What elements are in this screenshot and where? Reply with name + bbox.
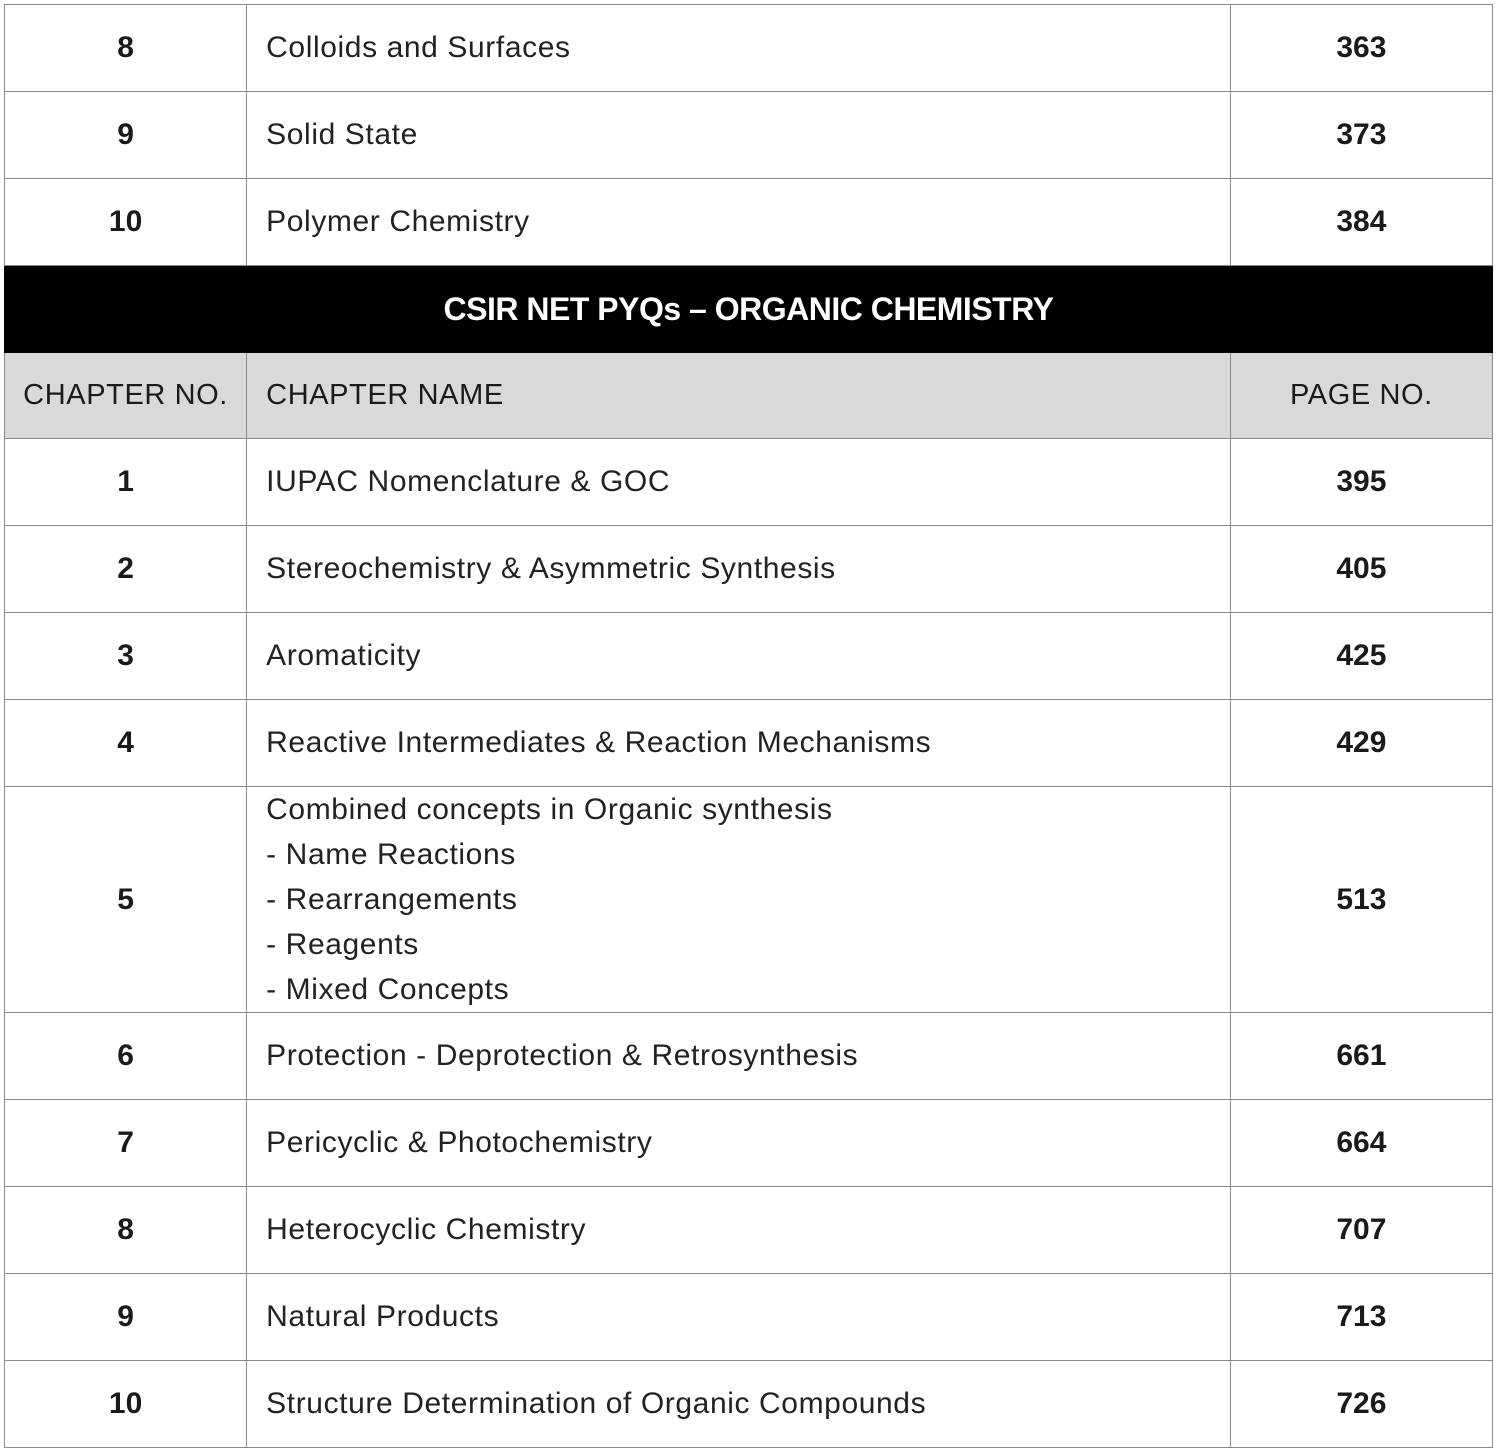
table-row [5, 1274, 1493, 1361]
page-number: 513 [1230, 787, 1492, 1013]
chapter-subtopic: - Name Reactions [266, 838, 516, 871]
page-number: 707 [1230, 1187, 1492, 1274]
page-number: 429 [1230, 700, 1492, 787]
chapter-number: 5 [5, 787, 247, 1013]
table-row [5, 1100, 1493, 1187]
page-number: 726 [1230, 1361, 1492, 1448]
page-number: 363 [1230, 5, 1492, 92]
chapter-subtopic: - Rearrangements [266, 883, 518, 916]
table-header-row [5, 353, 1493, 439]
header-chapter-name: CHAPTER NAME [247, 353, 1231, 439]
table-row [5, 5, 1493, 92]
chapter-number: 1 [5, 439, 247, 526]
table-row [5, 700, 1493, 787]
chapter-number: 9 [5, 92, 247, 179]
page-number: 713 [1230, 1274, 1492, 1361]
table-row [5, 1187, 1493, 1274]
chapter-number: 4 [5, 700, 247, 787]
table-row [5, 1013, 1493, 1100]
chapter-subtopic: - Mixed Concepts [266, 973, 510, 1006]
chapter-number: 3 [5, 613, 247, 700]
section-title: CSIR NET PYQs – ORGANIC CHEMISTRY [5, 266, 1493, 353]
chapter-name: Heterocyclic Chemistry [247, 1187, 1231, 1274]
page-number: 664 [1230, 1100, 1492, 1187]
chapter-name: Colloids and Surfaces [247, 5, 1231, 92]
chapter-name-line: Combined concepts in Organic synthesis [266, 793, 833, 826]
table-row [5, 526, 1493, 613]
chapter-number: 9 [5, 1274, 247, 1361]
table-row [5, 1361, 1493, 1448]
table-row [5, 179, 1493, 266]
chapter-number: 8 [5, 1187, 247, 1274]
section-banner-row [5, 266, 1493, 353]
table-of-contents [4, 4, 1493, 1448]
chapter-name: Structure Determination of Organic Compounds [247, 1361, 1231, 1448]
page-number: 425 [1230, 613, 1492, 700]
chapter-name: Reactive Intermediates & Reaction Mechanisms [247, 700, 1231, 787]
header-page-no: PAGE NO. [1230, 353, 1492, 439]
chapter-subtopic: - Reagents [266, 928, 419, 961]
chapter-number: 10 [5, 179, 247, 266]
chapter-name: IUPAC Nomenclature & GOC [247, 439, 1231, 526]
chapter-name: Aromaticity [247, 613, 1231, 700]
chapter-name: Protection - Deprotection & Retrosynthesis [247, 1013, 1231, 1100]
chapter-name: Natural Products [247, 1274, 1231, 1361]
chapter-number: 2 [5, 526, 247, 613]
chapter-name: Stereochemistry & Asymmetric Synthesis [247, 526, 1231, 613]
table-row [5, 787, 1493, 1013]
page-number: 373 [1230, 92, 1492, 179]
chapter-name: Solid State [247, 92, 1231, 179]
chapter-number: 7 [5, 1100, 247, 1187]
table-row [5, 613, 1493, 700]
chapter-number: 10 [5, 1361, 247, 1448]
page-number: 405 [1230, 526, 1492, 613]
header-chapter-no: CHAPTER NO. [5, 353, 247, 439]
chapter-name: Polymer Chemistry [247, 179, 1231, 266]
page-number: 384 [1230, 179, 1492, 266]
page-number: 395 [1230, 439, 1492, 526]
table-row [5, 92, 1493, 179]
table-row [5, 439, 1493, 526]
page-number: 661 [1230, 1013, 1492, 1100]
chapter-number: 6 [5, 1013, 247, 1100]
chapter-name-multiline [247, 787, 1231, 1013]
chapter-name: Pericyclic & Photochemistry [247, 1100, 1231, 1187]
chapter-number: 8 [5, 5, 247, 92]
